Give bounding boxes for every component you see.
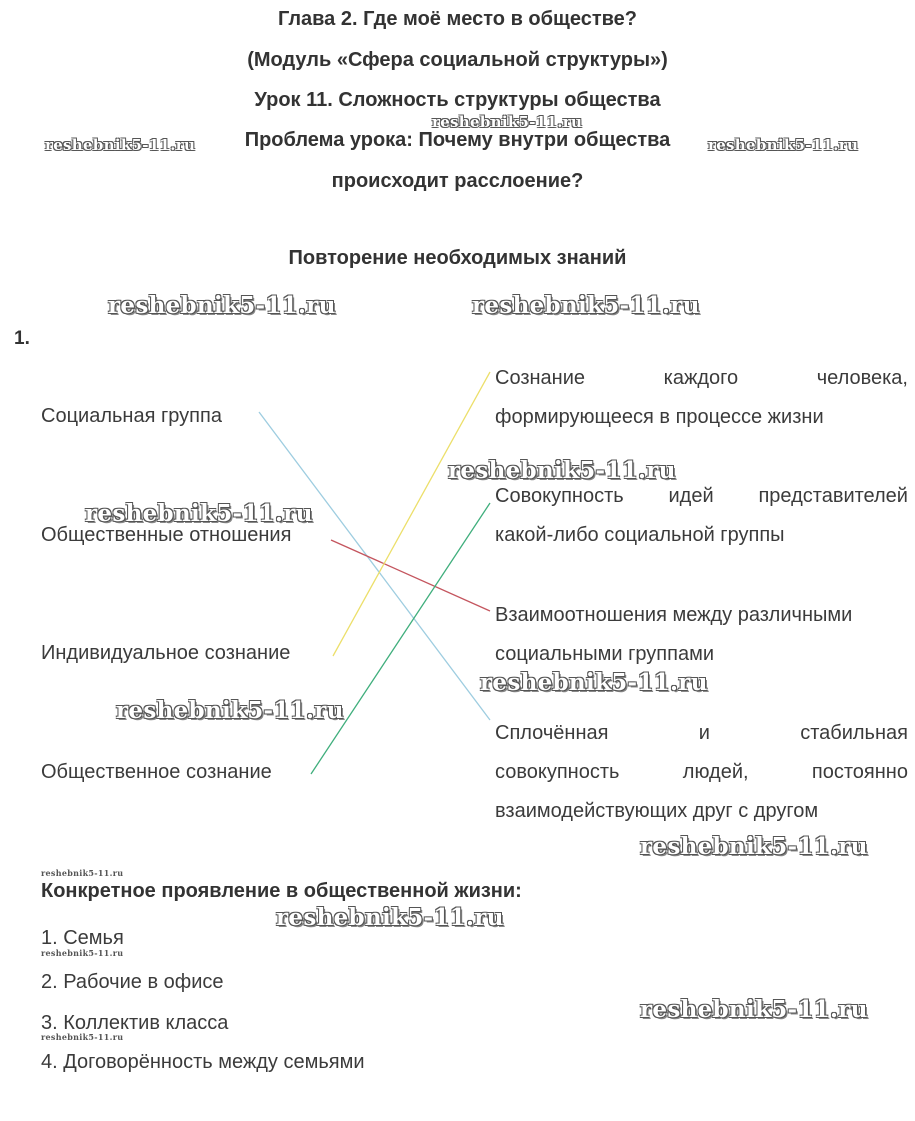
watermark: reshebnik5-11.ru [41, 948, 124, 958]
watermark: reshebnik5-11.ru [432, 113, 583, 131]
example-item: 4. Договорённость между семьями [41, 1051, 365, 1073]
problem-line-1: Проблема урока: Почему внутри общества [244, 129, 671, 151]
watermark: reshebnik5-11.ru [41, 868, 124, 878]
term-social-relations: Общественные отношения [41, 524, 292, 546]
example-item: 1. Семья [41, 927, 124, 949]
chapter-title: Глава 2. Где моё место в обществе? [277, 8, 638, 30]
watermark: reshebnik5-11.ru [85, 500, 313, 527]
watermark: reshebnik5-11.ru [108, 292, 336, 319]
definition-individual [495, 359, 908, 437]
watermark: reshebnik5-11.ru [41, 1032, 124, 1042]
definition-line: взаимодействующих друг с другом [495, 800, 819, 822]
match-line-social-relations [331, 540, 490, 611]
watermark: reshebnik5-11.ru [116, 697, 344, 724]
definition-line: Сознание каждого человека, [495, 367, 908, 389]
watermark: reshebnik5-11.ru [472, 292, 700, 319]
term-public-consciousness: Общественное сознание [41, 761, 272, 783]
task-number: 1. [14, 328, 30, 349]
example-item: 2. Рабочие в офисе [41, 971, 224, 993]
definition-line: социальными группами [495, 643, 714, 665]
definition-group [495, 714, 908, 831]
definition-line: формирующееся в процессе жизни [495, 406, 824, 428]
definition-relations [495, 596, 908, 674]
term-social-group: Социальная группа [41, 405, 222, 427]
definition-line: Сплочённая и стабильная [495, 722, 908, 744]
example-item: 3. Коллектив класса [41, 1012, 229, 1034]
section-title: Повторение необходимых знаний [288, 247, 627, 269]
watermark: reshebnik5-11.ru [276, 904, 504, 931]
watermark: reshebnik5-11.ru [640, 996, 868, 1023]
definition-public [495, 477, 908, 555]
problem-line-2: происходит расслоение? [331, 170, 584, 192]
watermark: reshebnik5-11.ru [448, 457, 676, 484]
definition-line: совокупность людей, постоянно [495, 761, 908, 783]
match-line-individual-consciousness [333, 372, 490, 656]
examples-title: Конкретное проявление в общественной жизни: [41, 880, 522, 902]
watermark: reshebnik5-11.ru [480, 669, 708, 696]
term-individual-consciousness: Индивидуальное сознание [41, 642, 291, 664]
watermark: reshebnik5-11.ru [640, 833, 868, 860]
definition-line: Совокупность идей представителей [495, 485, 908, 507]
watermark: reshebnik5-11.ru [45, 136, 196, 154]
definition-line: Взаимоотношения между различными [495, 604, 853, 626]
lesson-title: Урок 11. Сложность структуры общества [254, 89, 661, 111]
definition-line: какой-либо социальной группы [495, 524, 785, 546]
module-title: (Модуль «Сфера социальной структуры») [247, 49, 668, 71]
watermark: reshebnik5-11.ru [708, 136, 859, 154]
